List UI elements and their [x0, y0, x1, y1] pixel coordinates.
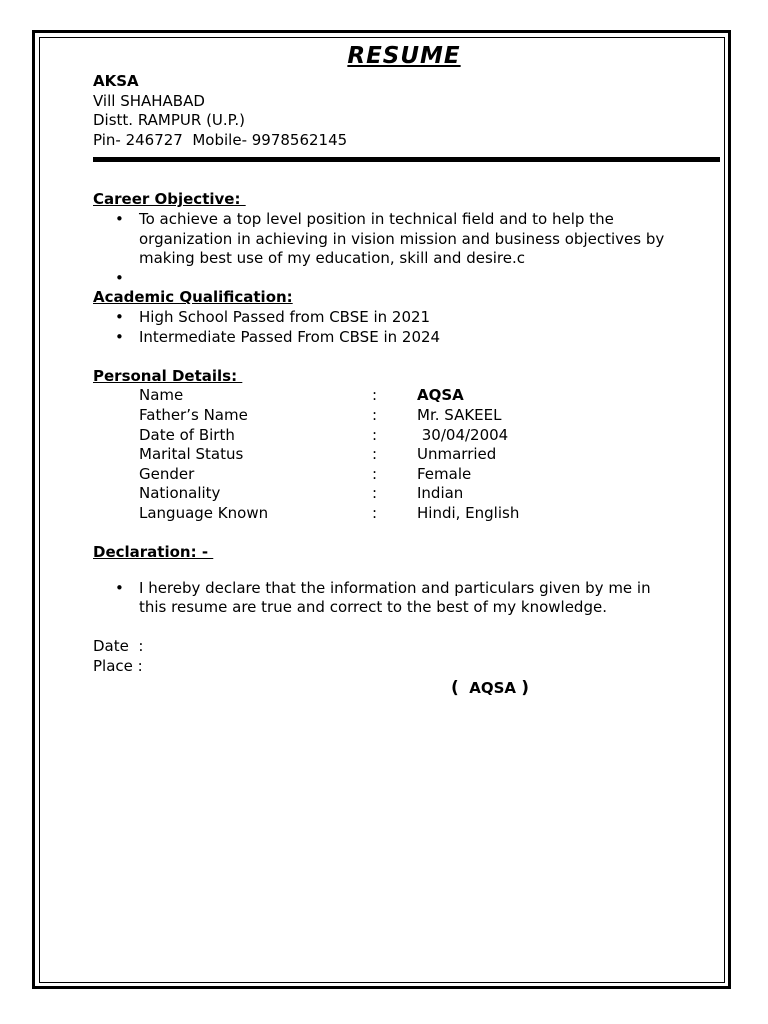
detail-value: 30/04/2004 — [417, 425, 509, 444]
date-label: Date : — [93, 637, 144, 656]
career-objective-text: To achieve a top level position in technical field and to help the organization in achieving in vision mission and business objectives by making best use of my education, skill and desire.c — [139, 209, 665, 268]
bullet-icon: • — [115, 327, 124, 346]
signature-open-paren: ( — [451, 677, 459, 698]
table-row — [139, 465, 519, 485]
career-objective-heading: Career Objective: — [93, 190, 246, 209]
list-item — [93, 308, 679, 328]
applicant-name: AKSA — [93, 72, 139, 90]
declaration-list — [93, 579, 723, 618]
detail-value: Female — [417, 464, 472, 483]
table-row — [139, 426, 519, 446]
table-row — [139, 504, 519, 524]
table-row — [139, 484, 519, 504]
career-objective-list — [93, 210, 723, 288]
list-item — [93, 210, 679, 269]
declaration-text: I hereby declare that the information and particulars given by me in this resume are true and correct to the best of my knowledge. — [139, 578, 651, 617]
bullet-icon: • — [115, 209, 124, 228]
personal-details-table — [139, 386, 519, 523]
detail-label: Father’s Name — [139, 405, 248, 424]
detail-label: Date of Birth — [139, 425, 235, 444]
detail-separator: : — [372, 405, 378, 424]
detail-separator: : — [372, 445, 378, 464]
table-row — [139, 386, 519, 406]
table-row — [139, 445, 519, 465]
detail-separator: : — [372, 386, 378, 405]
detail-value: Unmarried — [417, 445, 497, 464]
resume-content — [93, 40, 723, 699]
detail-value: Indian — [417, 484, 464, 503]
signature — [451, 677, 723, 699]
signature-close-paren: ) — [521, 677, 530, 698]
place-label: Place : — [93, 657, 143, 676]
personal-details-heading: Personal Details: — [93, 366, 243, 385]
list-item — [93, 269, 679, 289]
list-item — [93, 579, 679, 618]
detail-separator: : — [372, 484, 378, 503]
academic-heading: Academic Qualification: — [93, 288, 293, 307]
academic-item-high-school: High School Passed from CBSE in 2021 — [139, 307, 431, 326]
signature-name: AQSA — [458, 678, 522, 697]
resume-title: RESUME — [347, 43, 461, 69]
detail-label: Gender — [139, 464, 195, 483]
detail-label: Language Known — [139, 503, 269, 522]
detail-separator: : — [372, 503, 378, 522]
detail-label: Marital Status — [139, 445, 244, 464]
bullet-icon: • — [115, 307, 124, 326]
bullet-icon: • — [115, 268, 124, 287]
academic-item-intermediate: Intermediate Passed From CBSE in 2024 — [139, 327, 441, 346]
detail-separator: : — [372, 464, 378, 483]
detail-value: AQSA — [417, 386, 464, 405]
contact-line: Pin- 246727 Mobile- 9978562145 — [93, 130, 348, 149]
detail-separator: : — [372, 425, 378, 444]
declaration-heading: Declaration: - — [93, 543, 214, 562]
address-line-2: Distt. RAMPUR (U.P.) — [93, 111, 245, 130]
detail-label: Nationality — [139, 484, 221, 503]
address-line-1: Vill SHAHABAD — [93, 91, 205, 110]
table-row — [139, 406, 519, 426]
list-item — [93, 328, 679, 348]
detail-value: Mr. SAKEEL — [417, 405, 502, 424]
detail-label: Name — [139, 386, 184, 405]
bullet-icon: • — [115, 578, 124, 597]
academic-list — [93, 308, 723, 347]
detail-value: Hindi, English — [417, 503, 520, 522]
